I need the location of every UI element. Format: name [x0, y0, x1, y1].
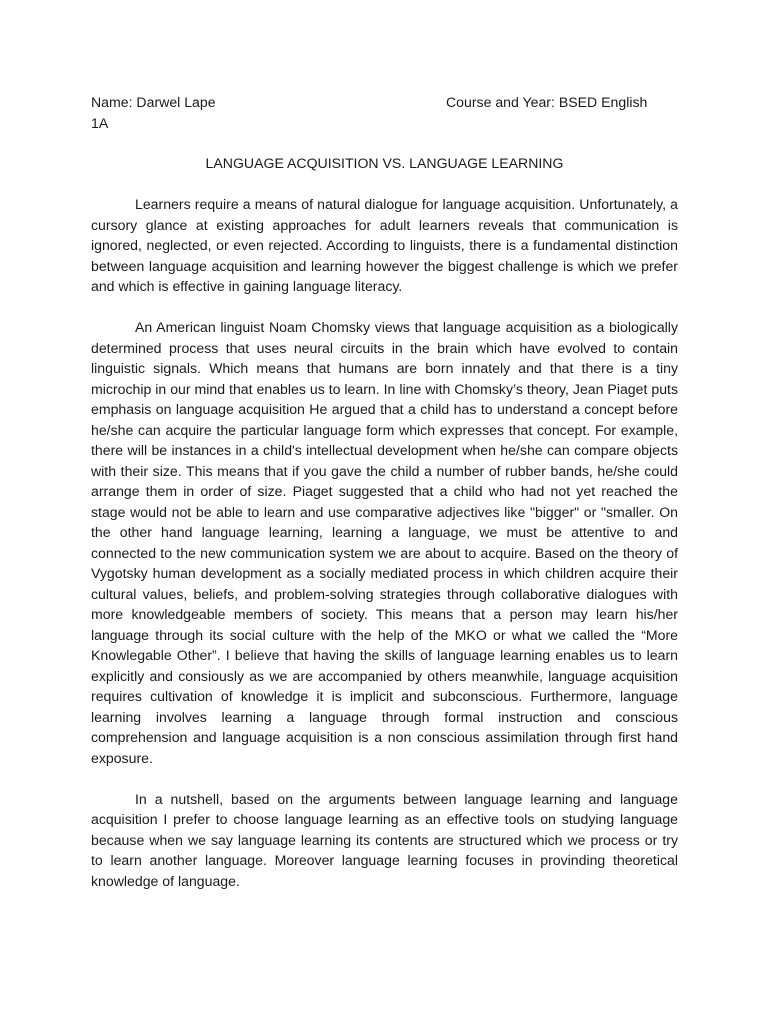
paragraph-introduction: Learners require a means of natural dialogue for language acquisition. Unfortunately, a cursory glance at existing approaches for adult learners reveals that communication is ignored, neglected, or even rejected. According to linguists, there is a fundamental distinction between language acquisition and learning however the biggest challenge is which we prefer and which is effective in gaining language literacy.	[91, 196, 678, 294]
paragraph-discussion: An American linguist Noam Chomsky views that language acquisition as a biologically determined process that uses neural circuits in the brain which have evolved to contain linguistic signals. Which means that humans are born innately and that there is a tiny microchip in our mind that enables us to learn. In line with Chomsky’s theory, Jean Piaget puts emphasis on language acquisition He argued that a child has to understand a concept before he/she can acquire the particular language form which expresses that concept. For example, there will be instances in a child's intellectual development when he/she can compare objects with their size. This means that if you gave the child a number of rubber bands, he/she could arrange them in order of size. Piaget suggested that a child who had not yet reached the stage would not be able to learn and use comparative adjectives like "bigger" or "smaller. On the other hand language learning, learning a language, we must be attentive to and connected to the new communication system we are about to acquire. Based on the theory of Vygotsky human development as a socially mediated process in which children acquire their cultural values, beliefs, and problem-solving strategies through collaborative dialogues with more knowledgeable members of society. This means that a person may learn his/her language through its social culture with the help of the MKO or what we called the “More Knowlegable Other”. I believe that having the skills of language learning enables us to learn explicitly and consiously as we are accompanied by others meanwhile, language acquisition requires cultivation of knowledge it is implicit and subconscious. Furthermore, language learning involves learning a language through formal instruction and conscious comprehension and language acquisition is a non conscious assimilation through first hand exposure.	[91, 319, 678, 766]
essay-body	[91, 194, 678, 912]
student-header	[91, 92, 681, 131]
essay-title: LANGUAGE ACQUISITION VS. LANGUAGE LEARNING	[205, 155, 564, 171]
course-section: 1A	[91, 114, 109, 131]
paragraph-conclusion: In a nutshell, based on the arguments between language learning and language acquisition I prefer to choose language learning as an effective tools on studying language because when we say language learning its contents are structured which we process or try to learn another language. Moreover language learning focuses in provinding theoretical knowledge of language.	[91, 790, 678, 889]
course-and-year: Course and Year: BSED English	[446, 94, 648, 110]
student-name: Name: Darwel Lape	[91, 94, 216, 110]
